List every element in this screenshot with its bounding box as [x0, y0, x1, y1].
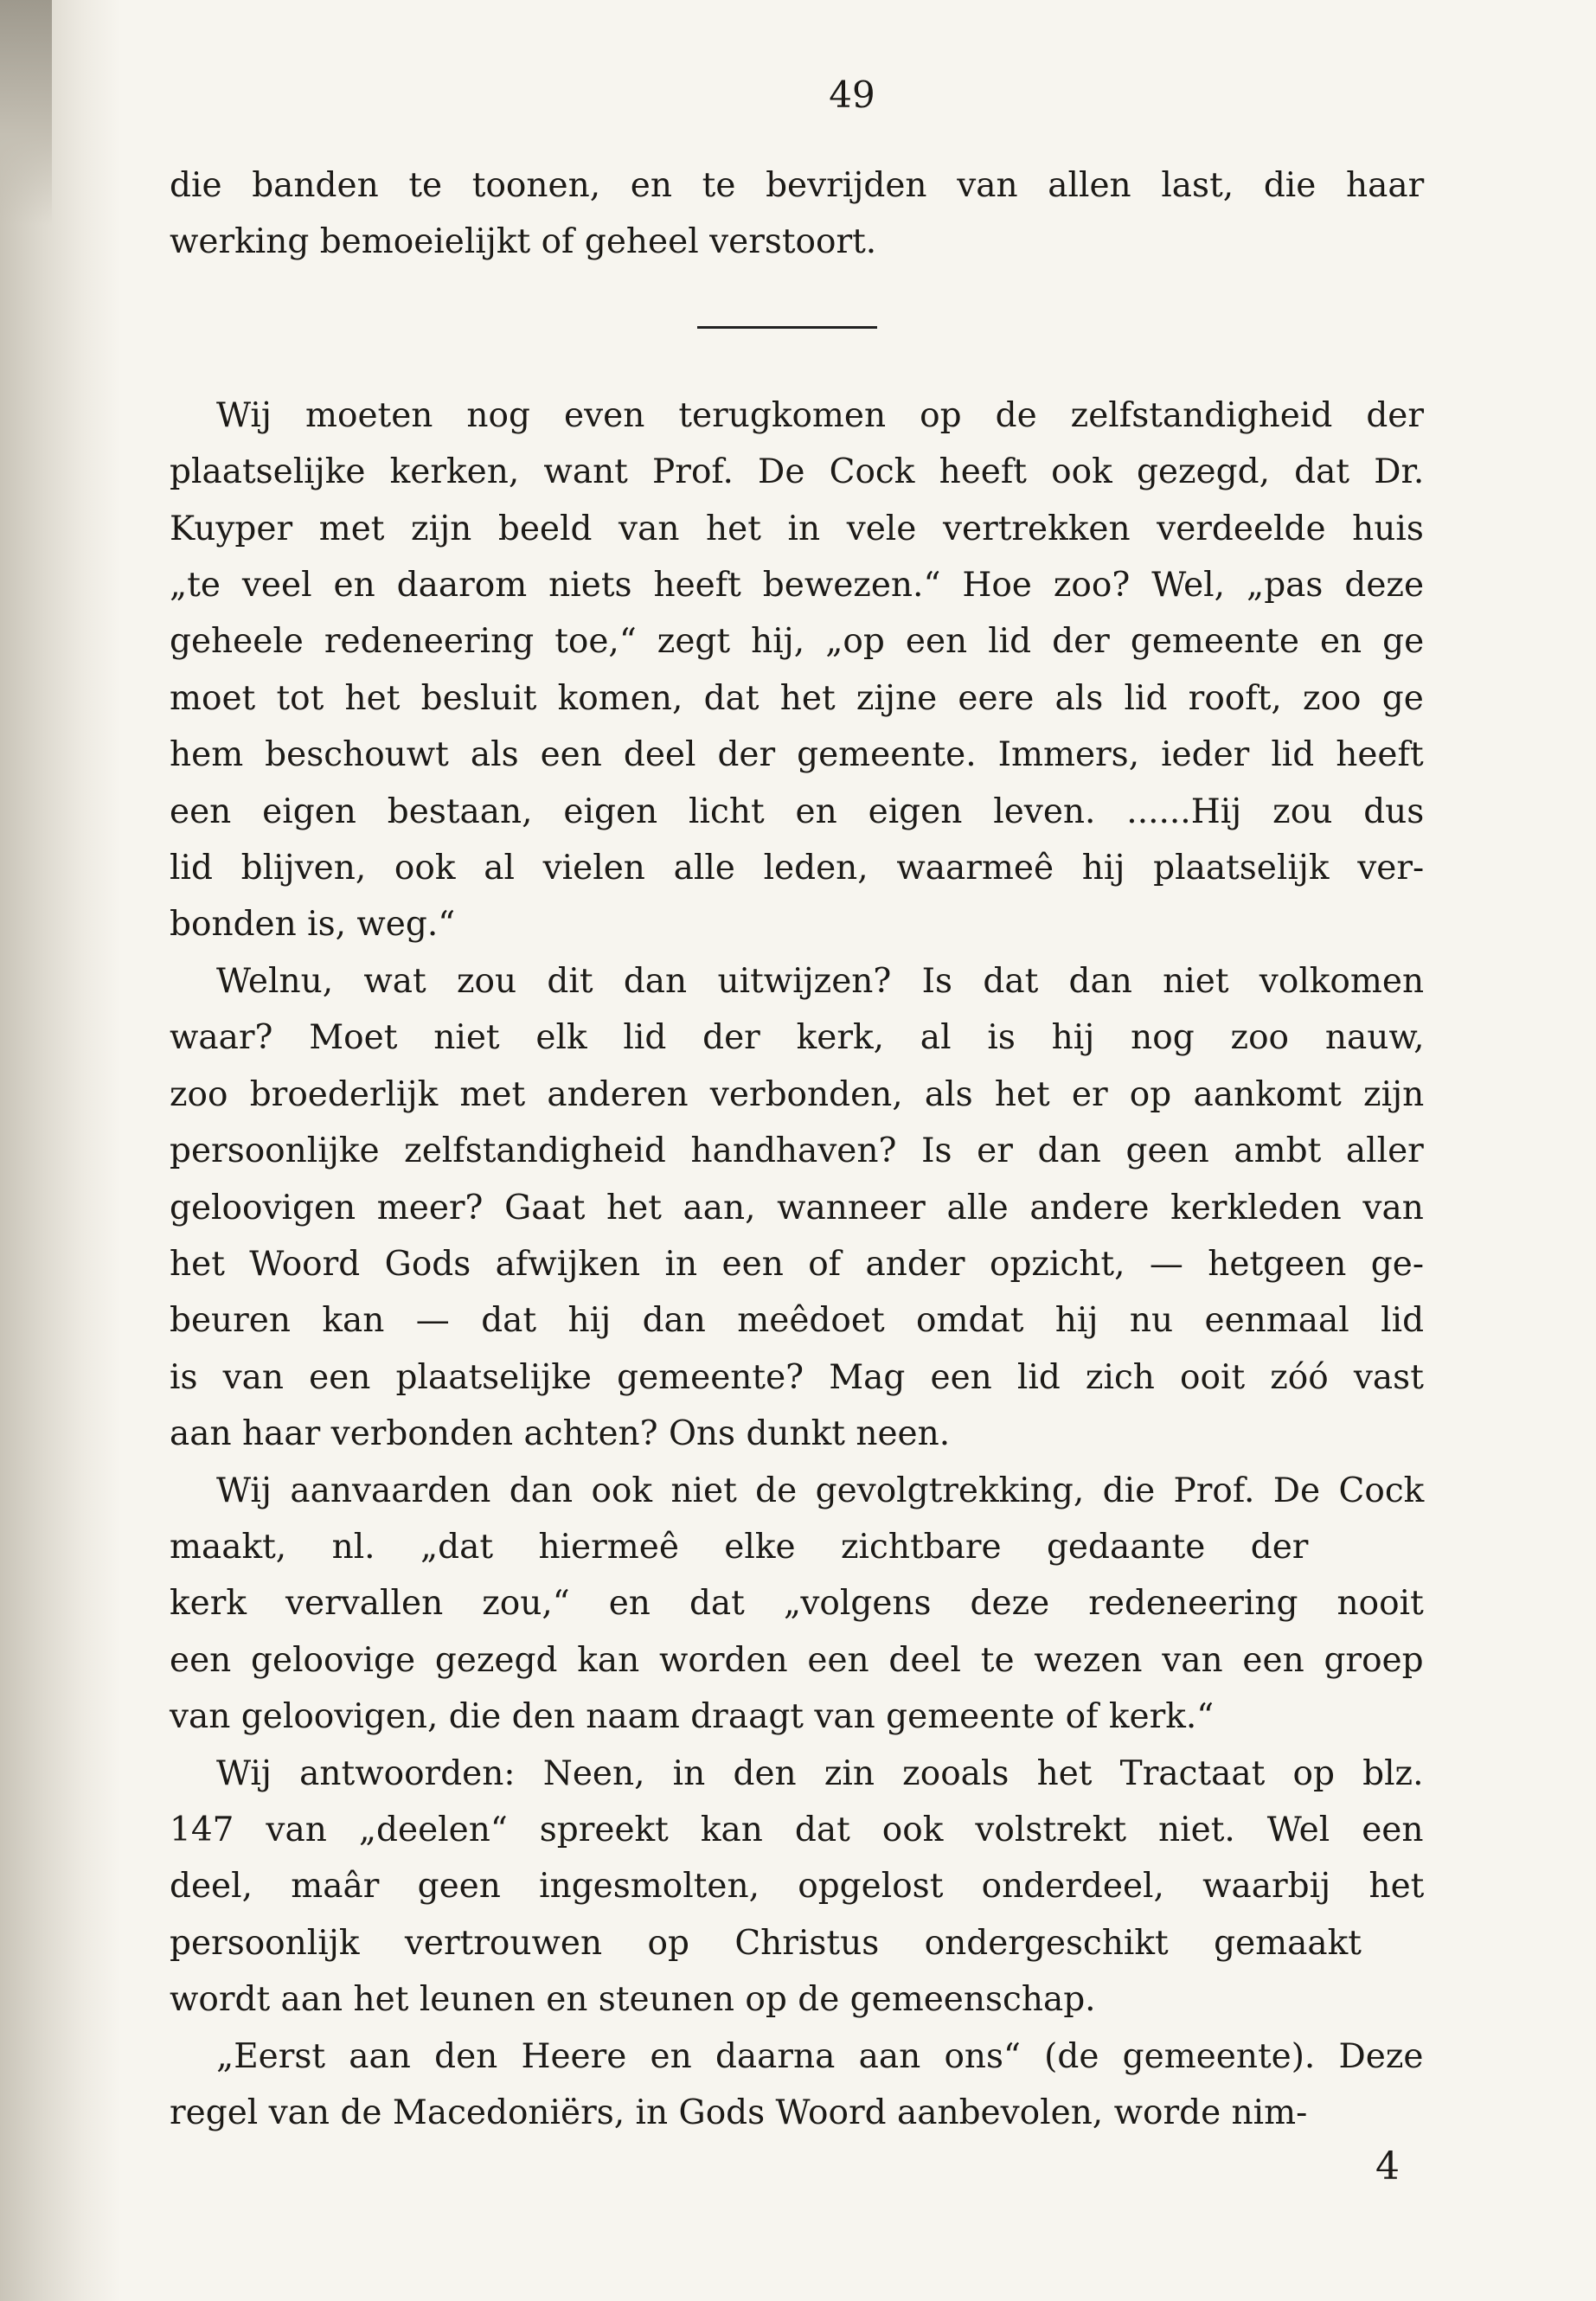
text-line: moet tot het besluit komen, dat het zijne eere als lid rooft, zoo ge [170, 678, 1424, 718]
text-line: Wij aanvaarden dan ook niet de gevolgtrekking, die Prof. De Cock [216, 1471, 1425, 1510]
section-divider [697, 326, 877, 329]
page-corner-shadow [0, 0, 52, 225]
text-line: „te veel en daarom niets heeft bewezen.“ Hoe zoo? Wel, „pas deze [170, 566, 1425, 606]
page-edge-shadow [0, 0, 121, 2301]
text-line: persoonlijke zelfstandigheid handhaven? Is er dan geen ambt aller [170, 1131, 1424, 1171]
signature-mark: 4 [1375, 2144, 1400, 2189]
text-line: die banden te toonen, en te bevrijden van allen last, die haar [170, 166, 1425, 205]
text-line: zoo broederlijk met anderen verbonden, als het er op aankomt zijn [170, 1074, 1425, 1114]
paragraph-3 [170, 953, 1424, 1463]
paragraph-1 [170, 157, 1424, 271]
paragraph-5 [170, 1746, 1424, 2029]
text-line: deel, maâr geen ingesmolten, opgelost onderdeel, waarbij het [170, 1867, 1425, 1907]
text-line: maakt, nl. „dat hiermeê elke zichtbare gedaante der [170, 1527, 1309, 1567]
text-line: een geloovige gezegd kan worden een deel te wezen van een groep [170, 1640, 1424, 1680]
text-line: bonden is, weg.“ [170, 905, 456, 945]
text-line: geloovigen meer? Gaat het aan, wanneer alle andere kerkleden van [170, 1188, 1424, 1227]
text-line: is van een plaatselijke gemeente? Mag een lid zich ooit zóó vast [170, 1357, 1424, 1397]
text-line: hem beschouwt als een deel der gemeente. Immers, ieder lid heeft [170, 735, 1424, 775]
text-line: een eigen bestaan, eigen licht en eigen leven. ......Hij zou dus [170, 792, 1425, 831]
text-line: werking bemoeielijkt of geheel verstoort. [170, 222, 877, 262]
text-line: Wij moeten nog even terugkomen op de zelfstandigheid der [216, 395, 1425, 435]
paragraph-2 [170, 388, 1424, 953]
page-number: 49 [829, 74, 875, 116]
text-line: regel van de Macedoniërs, in Gods Woord aanbevolen, worde nim- [170, 2093, 1308, 2132]
text-line: beuren kan — dat hij dan meêdoet omdat hij nu eenmaal lid [170, 1301, 1425, 1341]
text-line: geheele redeneering toe,“ zegt hij, „op een lid der gemeente en ge [170, 622, 1425, 662]
text-line: wordt aan het leunen en steunen op de gemeenschap. [170, 1980, 1096, 2020]
paragraph-4 [170, 1463, 1424, 1746]
text-line: waar? Moet niet elk lid der kerk, al is hij nog zoo nauw, [170, 1018, 1425, 1058]
text-line: „Eerst aan den Heere en daarna aan ons“ (de gemeente). Deze [216, 2036, 1424, 2076]
text-line: persoonlijk vertrouwen op Christus ondergeschikt gemaakt [170, 1923, 1362, 1963]
text-line: 147 van „deelen“ spreekt kan dat ook volstrekt niet. Wel een [170, 1810, 1424, 1849]
text-line: Wij antwoorden: Neen, in den zin zooals het Tractaat op blz. [216, 1753, 1424, 1793]
text-line: Kuyper met zijn beeld van het in vele vertrekken verdeelde huis [170, 509, 1424, 548]
text-line: plaatselijke kerken, want Prof. De Cock heeft ook gezegd, dat Dr. [170, 452, 1425, 492]
paragraph-6 [170, 2029, 1424, 2142]
text-line: Welnu, wat zou dit dan uitwijzen? Is dat dan niet volkomen [216, 961, 1425, 1001]
document-page [170, 69, 1424, 2193]
text-line: het Woord Gods afwijken in een of ander opzicht, — hetgeen ge- [170, 1244, 1424, 1284]
text-line: lid blijven, ook al vielen alle leden, waarmeê hij plaatselijk ver- [170, 849, 1425, 888]
text-line: van geloovigen, die den naam draagt van gemeente of kerk.“ [170, 1697, 1215, 1737]
text-line: aan haar verbonden achten? Ons dunkt neen. [170, 1414, 951, 1454]
text-line: kerk vervallen zou,“ en dat „volgens deze redeneering nooit [170, 1584, 1424, 1624]
